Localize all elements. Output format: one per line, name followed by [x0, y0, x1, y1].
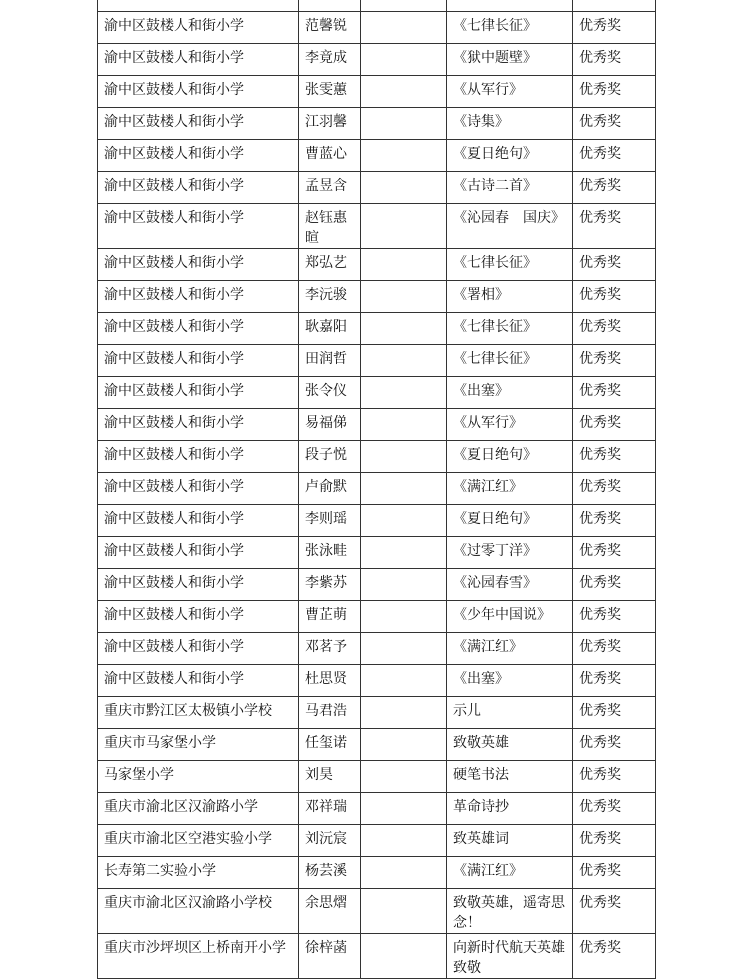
blank-cell	[361, 825, 447, 857]
blank-cell	[361, 889, 447, 934]
school-cell: 渝中区鼓楼人和街小学	[98, 281, 299, 313]
blank-cell	[361, 204, 447, 249]
work-title-cell: 致敬英雄	[447, 729, 573, 761]
school-cell: 重庆市黔江区太极镇小学校	[98, 697, 299, 729]
work-title-cell: 《夏日绝句》	[447, 140, 573, 172]
school-cell: 渝中区鼓楼人和街小学	[98, 76, 299, 108]
table-row	[98, 601, 656, 633]
blank-cell	[361, 729, 447, 761]
student-name-cell: 张泳畦	[299, 537, 361, 569]
school-cell: 渝中区鼓楼人和街小学	[98, 172, 299, 204]
table-row	[98, 409, 656, 441]
awards-table-body	[98, 0, 656, 979]
school-cell: 渝中区鼓楼人和街小学	[98, 12, 299, 44]
school-cell: 重庆市马家堡小学	[98, 729, 299, 761]
table-row	[98, 697, 656, 729]
blank-cell	[361, 934, 447, 979]
school-cell: 渝中区鼓楼人和街小学	[98, 537, 299, 569]
school-cell: 重庆市渝北区空港实验小学	[98, 825, 299, 857]
blank-cell	[361, 249, 447, 281]
table-row	[98, 441, 656, 473]
table-row	[98, 569, 656, 601]
school-cell: 渝中区鼓楼人和街小学	[98, 441, 299, 473]
student-name-cell: 李紫苏	[299, 569, 361, 601]
table-row	[98, 281, 656, 313]
school-cell: 长寿第二实验小学	[98, 857, 299, 889]
work-title-cell: 《从军行》	[447, 76, 573, 108]
award-cell: 优秀奖	[573, 313, 656, 345]
work-title-cell: 《诗集》	[447, 108, 573, 140]
school-cell: 渝中区鼓楼人和街小学	[98, 633, 299, 665]
blank-cell	[361, 377, 447, 409]
work-title-cell: 硬笔书法	[447, 761, 573, 793]
award-cell: 优秀奖	[573, 537, 656, 569]
school-cell: 渝中区鼓楼人和街小学	[98, 204, 299, 249]
school-cell: 重庆市渝北区汉渝路小学	[98, 793, 299, 825]
school-cell: 渝中区鼓楼人和街小学	[98, 313, 299, 345]
award-cell: 优秀奖	[573, 934, 656, 979]
student-name-cell: 易福俤	[299, 409, 361, 441]
school-cell: 渝中区鼓楼人和街小学	[98, 249, 299, 281]
award-cell: 优秀奖	[573, 505, 656, 537]
table-row	[98, 857, 656, 889]
table-row	[98, 76, 656, 108]
student-name-cell: 李则瑶	[299, 505, 361, 537]
student-name-cell: 杜思贤	[299, 665, 361, 697]
award-cell: 优秀奖	[573, 441, 656, 473]
school-cell: 重庆市沙坪坝区上桥南开小学	[98, 934, 299, 979]
student-name-cell: 郑弘艺	[299, 249, 361, 281]
student-name-cell: 孟昱含	[299, 172, 361, 204]
student-name-cell: 赵钰惠暄	[299, 204, 361, 249]
blank-cell	[361, 44, 447, 76]
school-cell: 渝中区鼓楼人和街小学	[98, 44, 299, 76]
blank-cell	[361, 172, 447, 204]
award-cell: 优秀奖	[573, 569, 656, 601]
student-name-cell: 张雯蕙	[299, 76, 361, 108]
student-name-cell: 余思熠	[299, 889, 361, 934]
blank-cell	[361, 857, 447, 889]
work-title-cell: 示儿	[447, 697, 573, 729]
school-cell: 渝中区鼓楼人和街小学	[98, 473, 299, 505]
award-cell: 优秀奖	[573, 665, 656, 697]
award-cell: 优秀奖	[573, 633, 656, 665]
student-name-cell: 曹芷萌	[299, 601, 361, 633]
award-cell: 优秀奖	[573, 889, 656, 934]
award-cell: 优秀奖	[573, 729, 656, 761]
work-title-cell: 革命诗抄	[447, 793, 573, 825]
award-cell: 优秀奖	[573, 76, 656, 108]
award-cell: 优秀奖	[573, 825, 656, 857]
work-title-cell: 《满江红》	[447, 633, 573, 665]
award-cell: 优秀奖	[573, 172, 656, 204]
table-row	[98, 825, 656, 857]
award-cell: 优秀奖	[573, 793, 656, 825]
blank-cell	[361, 76, 447, 108]
award-cell: 优秀奖	[573, 761, 656, 793]
school-cell: 渝中区鼓楼人和街小学	[98, 505, 299, 537]
blank-cell	[361, 441, 447, 473]
table-row	[98, 108, 656, 140]
table-row	[98, 345, 656, 377]
blank-cell	[361, 761, 447, 793]
blank-cell	[361, 140, 447, 172]
work-title-cell: 《从军行》	[447, 409, 573, 441]
award-cell: 优秀奖	[573, 44, 656, 76]
blank-cell	[361, 0, 447, 12]
award-cell: 优秀奖	[573, 473, 656, 505]
award-cell: 优秀奖	[573, 409, 656, 441]
blank-cell	[361, 108, 447, 140]
award-cell: 优秀奖	[573, 857, 656, 889]
student-name-cell: 刘昊	[299, 761, 361, 793]
table-row	[98, 665, 656, 697]
school-cell: 马家堡小学	[98, 761, 299, 793]
student-name-cell: 杨芸溪	[299, 857, 361, 889]
table-row	[98, 889, 656, 934]
school-cell: 渝中区鼓楼人和街小学	[98, 601, 299, 633]
work-title-cell: 《出塞》	[447, 665, 573, 697]
student-name-cell: 李竟成	[299, 44, 361, 76]
blank-cell	[361, 633, 447, 665]
student-name-cell: 张令仪	[299, 377, 361, 409]
work-title-cell: 《沁园春 国庆》	[447, 204, 573, 249]
work-title-cell: 致英雄词	[447, 825, 573, 857]
table-row	[98, 249, 656, 281]
table-row	[98, 505, 656, 537]
award-cell: 优秀奖	[573, 345, 656, 377]
student-name-cell: 曹蓝心	[299, 140, 361, 172]
table-row	[98, 537, 656, 569]
work-title-cell: 向新时代航天英雄致敬	[447, 934, 573, 979]
work-title-cell: 《古诗二首》	[447, 172, 573, 204]
student-name-cell: 范馨锐	[299, 12, 361, 44]
table-row	[98, 204, 656, 249]
work-title-cell: 《少年中国说》	[447, 601, 573, 633]
work-title-cell: 《出塞》	[447, 377, 573, 409]
work-title-cell: 《过零丁洋》	[447, 537, 573, 569]
work-title-cell: 《狱中题壁》	[447, 44, 573, 76]
table-row	[98, 44, 656, 76]
blank-cell	[361, 473, 447, 505]
work-title-cell	[447, 0, 573, 12]
award-cell: 优秀奖	[573, 108, 656, 140]
blank-cell	[361, 505, 447, 537]
blank-cell	[361, 345, 447, 377]
student-name-cell: 马君浩	[299, 697, 361, 729]
blank-cell	[361, 12, 447, 44]
table-row	[98, 12, 656, 44]
student-name-cell: 李沅骏	[299, 281, 361, 313]
award-cell: 优秀奖	[573, 697, 656, 729]
table-row	[98, 633, 656, 665]
table-row	[98, 793, 656, 825]
blank-cell	[361, 537, 447, 569]
award-cell: 优秀奖	[573, 601, 656, 633]
table-row	[98, 761, 656, 793]
student-name-cell: 邓祥瑞	[299, 793, 361, 825]
blank-cell	[361, 793, 447, 825]
work-title-cell: 《七律长征》	[447, 12, 573, 44]
table-row	[98, 473, 656, 505]
student-name-cell: 邓茗予	[299, 633, 361, 665]
work-title-cell: 《满江红》	[447, 473, 573, 505]
student-name-cell: 田润哲	[299, 345, 361, 377]
work-title-cell: 《七律长征》	[447, 249, 573, 281]
student-name-cell: 徐梓菡	[299, 934, 361, 979]
student-name-cell: 江羽馨	[299, 108, 361, 140]
table-row	[98, 934, 656, 979]
student-name-cell: 段子悦	[299, 441, 361, 473]
award-cell: 优秀奖	[573, 281, 656, 313]
blank-cell	[361, 409, 447, 441]
work-title-cell: 《署相》	[447, 281, 573, 313]
school-cell: 重庆市渝北区汉渝路小学校	[98, 889, 299, 934]
award-cell	[573, 0, 656, 12]
work-title-cell: 《满江红》	[447, 857, 573, 889]
award-cell: 优秀奖	[573, 140, 656, 172]
table-row	[98, 172, 656, 204]
award-cell: 优秀奖	[573, 249, 656, 281]
table-row	[98, 140, 656, 172]
table-row	[98, 313, 656, 345]
blank-cell	[361, 665, 447, 697]
blank-cell	[361, 697, 447, 729]
student-name-cell: 卢俞默	[299, 473, 361, 505]
table-row	[98, 729, 656, 761]
student-name-cell: 耿嘉阳	[299, 313, 361, 345]
school-cell: 渝中区鼓楼人和街小学	[98, 409, 299, 441]
work-title-cell: 《夏日绝句》	[447, 441, 573, 473]
award-cell: 优秀奖	[573, 204, 656, 249]
school-cell	[98, 0, 299, 12]
award-cell: 优秀奖	[573, 12, 656, 44]
table-row	[98, 377, 656, 409]
student-name-cell	[299, 0, 361, 12]
award-cell: 优秀奖	[573, 377, 656, 409]
work-title-cell: 《七律长征》	[447, 313, 573, 345]
school-cell: 渝中区鼓楼人和街小学	[98, 377, 299, 409]
blank-cell	[361, 281, 447, 313]
school-cell: 渝中区鼓楼人和街小学	[98, 108, 299, 140]
work-title-cell: 致敬英雄，遥寄思念！	[447, 889, 573, 934]
blank-cell	[361, 569, 447, 601]
work-title-cell: 《沁园春雪》	[447, 569, 573, 601]
school-cell: 渝中区鼓楼人和街小学	[98, 140, 299, 172]
school-cell: 渝中区鼓楼人和街小学	[98, 345, 299, 377]
school-cell: 渝中区鼓楼人和街小学	[98, 569, 299, 601]
work-title-cell: 《七律长征》	[447, 345, 573, 377]
student-name-cell: 刘沅宸	[299, 825, 361, 857]
blank-cell	[361, 313, 447, 345]
school-cell: 渝中区鼓楼人和街小学	[98, 665, 299, 697]
awards-table	[97, 0, 656, 979]
table-row	[98, 0, 656, 12]
blank-cell	[361, 601, 447, 633]
work-title-cell: 《夏日绝句》	[447, 505, 573, 537]
student-name-cell: 任玺诺	[299, 729, 361, 761]
